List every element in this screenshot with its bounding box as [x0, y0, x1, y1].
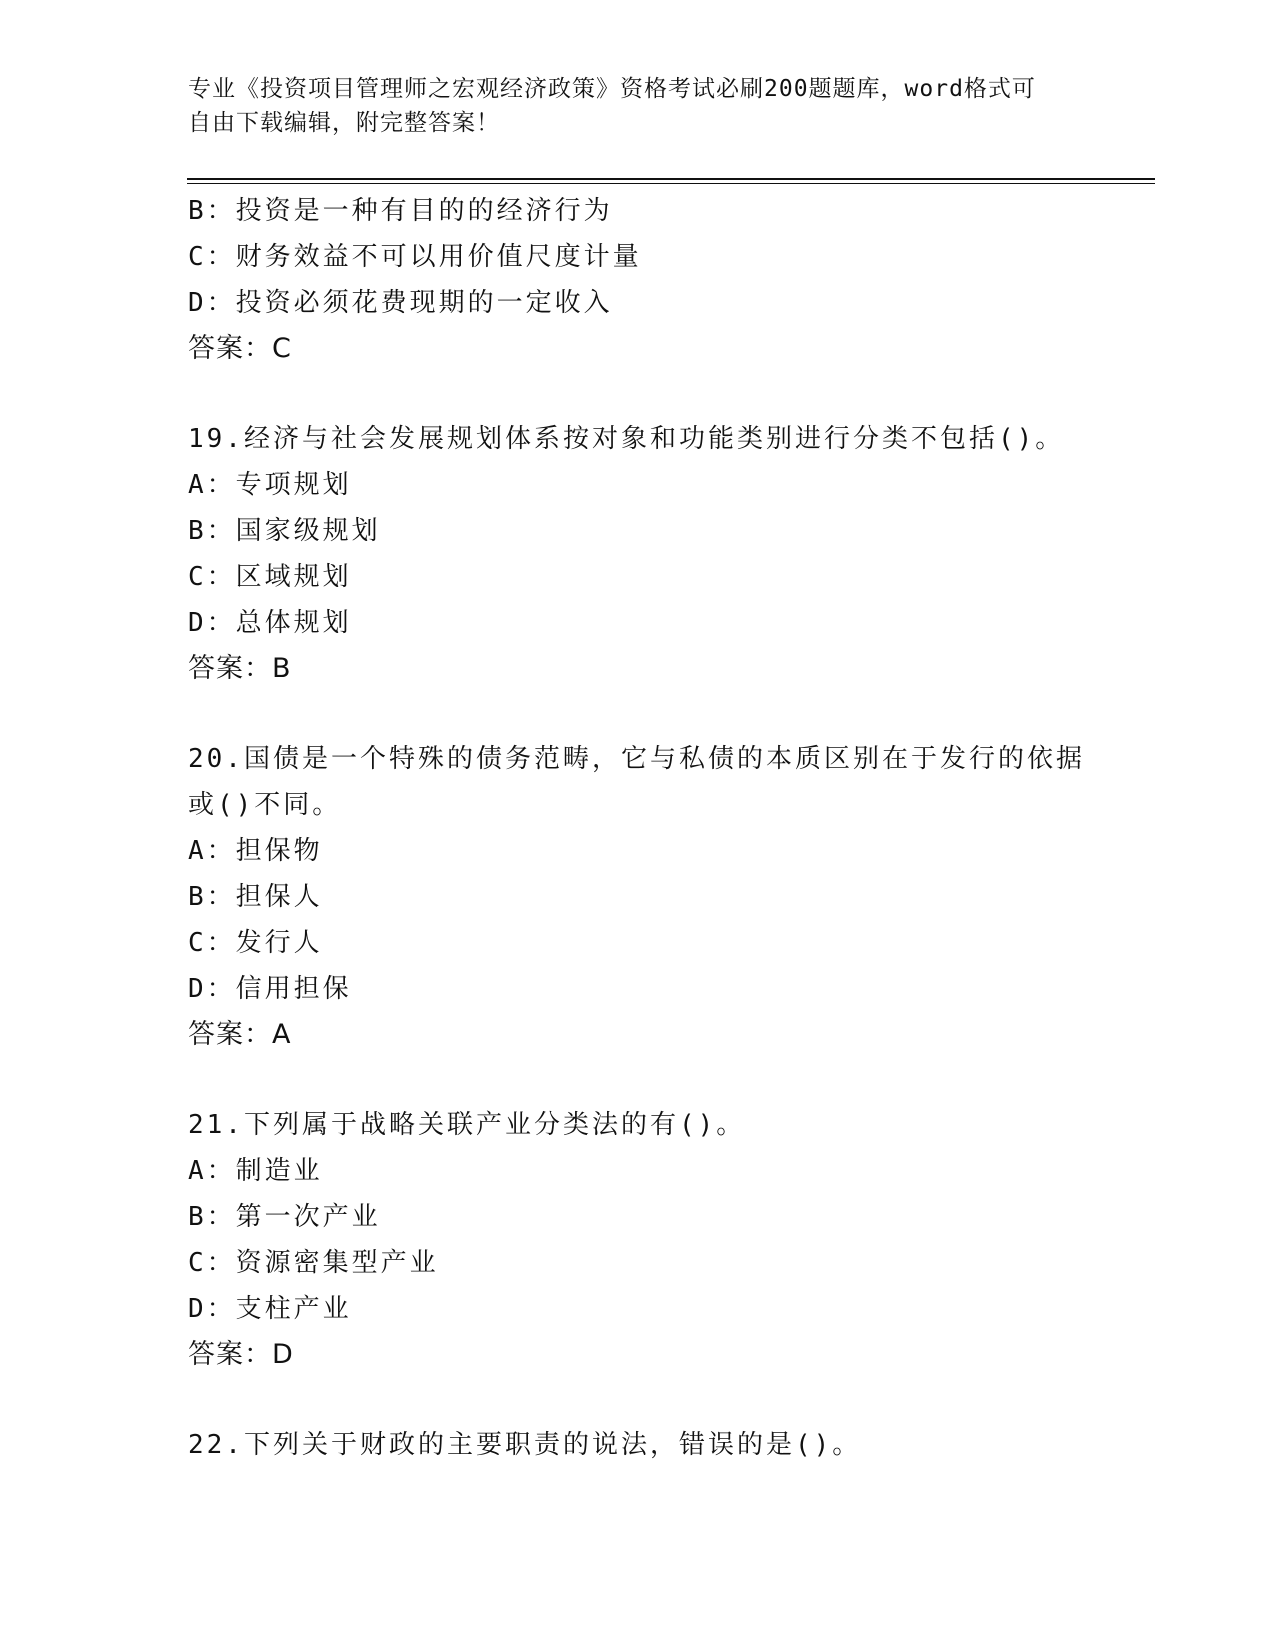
q21-option-d: D：支柱产业	[188, 1294, 352, 1324]
q21-option-b: B：第一次产业	[188, 1202, 381, 1232]
q20-option-d: D：信用担保	[188, 974, 352, 1004]
question-21	[188, 1102, 1088, 1378]
header-line-1: 专业《投资项目管理师之宏观经济政策》资格考试必刷200题题库，word格式可	[188, 76, 1036, 102]
q19-option-d: D：总体规划	[188, 608, 352, 638]
q20-stem-line-1: 20.国债是一个特殊的债务范畴，它与私债的本质区别在于发行的依据	[188, 744, 1085, 774]
q19-stem: 19.经济与社会发展规划体系按对象和功能类别进行分类不包括()。	[188, 424, 1065, 454]
spacer	[188, 1058, 1088, 1102]
q19-answer: 答案：B	[188, 653, 292, 684]
question-list	[188, 188, 1088, 1468]
spacer	[188, 692, 1088, 736]
header-divider-thick	[187, 178, 1155, 180]
q20-stem-line-2: 或()不同。	[188, 790, 342, 820]
q21-answer: 答案：D	[188, 1339, 294, 1370]
q19-option-a: A：专项规划	[188, 470, 352, 500]
q18-option-c: C：财务效益不可以用价值尺度计量	[188, 242, 642, 272]
q20-answer: 答案：A	[188, 1019, 292, 1050]
spacer	[188, 372, 1088, 416]
document-header	[188, 72, 1088, 140]
q18-answer: 答案：C	[188, 333, 292, 364]
header-line-2: 自由下载编辑，附完整答案！	[188, 110, 500, 136]
question-20	[188, 736, 1088, 1058]
q18-option-d: D：投资必须花费现期的一定收入	[188, 288, 613, 318]
q20-option-a: A：担保物	[188, 836, 323, 866]
q21-option-a: A：制造业	[188, 1156, 323, 1186]
q19-option-c: C：区域规划	[188, 562, 352, 592]
q21-stem: 21.下列属于战略关联产业分类法的有()。	[188, 1110, 746, 1140]
q19-option-b: B：国家级规划	[188, 516, 381, 546]
q18-option-b: B：投资是一种有目的的经济行为	[188, 196, 613, 226]
q21-option-c: C：资源密集型产业	[188, 1248, 439, 1278]
q22-stem: 22.下列关于财政的主要职责的说法，错误的是()。	[188, 1430, 862, 1460]
q20-option-b: B：担保人	[188, 882, 323, 912]
question-18-continued	[188, 188, 1088, 372]
header-divider-thin	[187, 183, 1155, 184]
question-22	[188, 1422, 1088, 1468]
q20-option-c: C：发行人	[188, 928, 323, 958]
spacer	[188, 1378, 1088, 1422]
question-19	[188, 416, 1088, 692]
